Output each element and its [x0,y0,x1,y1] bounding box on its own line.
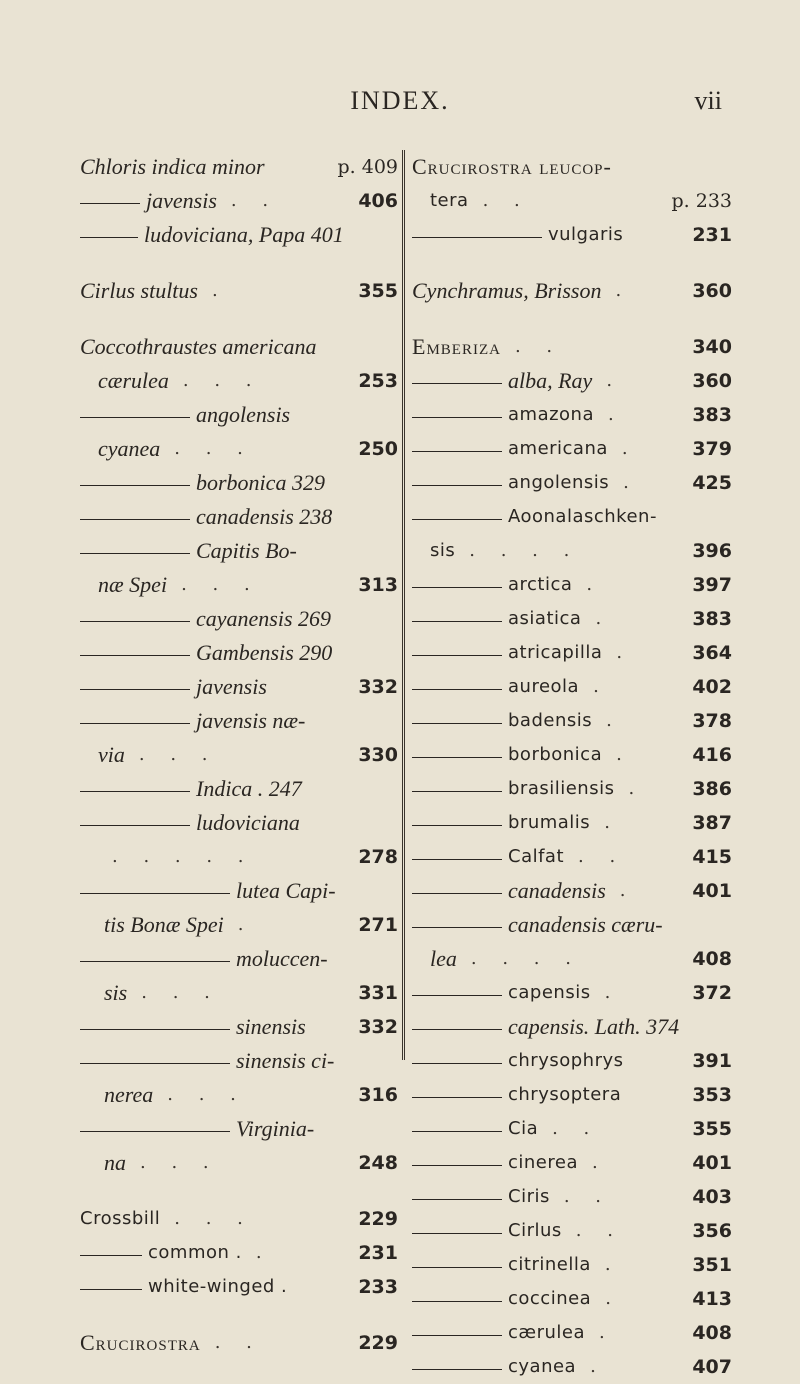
entry-term: chrysoptera [508,1084,622,1105]
leader-dots: . [590,1356,606,1377]
leader-dots: . . . [140,1152,219,1173]
index-entry [412,806,732,840]
index-entry [80,1326,398,1360]
leader-dots: . . . [138,744,218,765]
leader-dots: . . . [174,1208,253,1229]
ditto-dash [412,893,502,894]
leader-dots: . . [578,846,626,867]
ditto-dash [412,689,502,690]
index-entry [412,1248,732,1282]
page-reference: 233 [358,1276,398,1298]
index-entry [80,772,398,806]
index-entry [412,500,732,534]
index-entry [80,1044,398,1078]
entry-term: sis [104,980,128,1005]
ditto-dash [412,587,502,588]
entry-term: lutea Capi- [236,878,336,903]
page-reference: 391 [692,1050,732,1072]
index-entry [80,274,398,308]
entry-term: cyanea [98,436,161,461]
leader-dots: . [593,676,609,697]
index-entry [80,874,398,908]
entry-term: Chloris indica minor [80,154,265,179]
entry-term: canadensis cæru- [508,912,663,937]
entry-term: white-winged . [148,1276,288,1297]
index-entry [412,150,732,184]
ditto-dash [80,485,190,486]
index-entry [412,840,732,874]
index-entry [412,1112,732,1146]
index-entry [80,1236,398,1270]
ditto-dash [412,791,502,792]
index-entry [412,534,732,568]
entry-term: Cia [508,1118,539,1139]
leader-dots: . [604,812,620,833]
index-entry [412,874,732,908]
ditto-dash [412,723,502,724]
ditto-dash [412,451,502,452]
entry-term: Capitis Bo- [196,538,297,563]
entry-term: americana [508,438,608,459]
page-reference: 231 [358,1242,398,1264]
leader-dots: . [606,710,622,731]
right-column [412,150,732,1384]
index-entry [80,330,398,364]
index-entry [412,976,732,1010]
leader-dots: . [237,914,254,935]
entry-term: Emberiza [412,334,501,359]
index-entry [412,908,732,942]
page-reference: 332 [358,676,398,698]
page-reference: 248 [358,1152,398,1174]
ditto-dash [412,1097,502,1098]
page-reference: 397 [692,574,732,596]
ditto-dash [80,1063,230,1064]
leader-dots: . . . [141,982,220,1003]
ditto-dash [412,417,502,418]
leader-dots: . . [214,1332,262,1353]
left-column [80,150,398,1360]
ditto-dash [412,1369,502,1370]
leader-dots: . . . [182,370,262,391]
index-entry [412,772,732,806]
entry-term: Virginia- [236,1116,315,1141]
leader-dots: . [592,1152,608,1173]
entry-term: coccinea [508,1288,592,1309]
index-entry [80,1010,398,1044]
page-reference: 253 [358,370,398,392]
page-reference: 378 [692,710,732,732]
leader-dots: . . [552,1118,600,1139]
page-reference: 408 [692,948,732,970]
page-header [0,86,800,116]
entry-term: vulgaris [548,224,624,245]
index-entry [80,432,398,466]
index-entry [80,500,398,534]
page-reference: 401 [692,880,732,902]
entry-term: canadensis [508,878,606,903]
ditto-dash [412,927,502,928]
leader-dots: . . . [181,574,260,595]
index-entry [412,1316,732,1350]
ditto-dash [412,1233,502,1234]
page-reference: 351 [692,1254,732,1276]
index-entry [412,1010,732,1044]
index-entry [80,1270,398,1304]
leader-dots: . [586,574,603,595]
page-reference: 406 [358,190,398,212]
index-entry [412,942,732,976]
entry-term: næ Spei [98,572,168,597]
page-reference: 316 [358,1084,398,1106]
page-title: INDEX. [350,86,450,115]
page-reference: 355 [358,280,398,302]
page-reference: 415 [692,846,732,868]
ditto-dash [80,237,138,238]
entry-term: cyanea [508,1356,577,1377]
entry-term: borbonica 329 [196,470,325,495]
ditto-dash [412,1267,502,1268]
entry-term: Aoonalaschken- [508,506,657,527]
entry-term: Calfat [508,846,565,867]
index-entry [80,1202,398,1236]
leader-dots: . [211,280,228,301]
leader-dots: . . [575,1220,623,1241]
index-entry [412,218,732,252]
leader-dots: . . . [174,438,253,459]
entry-term: lea [430,946,457,971]
entry-term: tis Bonæ Spei [104,912,224,937]
page-reference: 271 [358,914,398,936]
page-reference: 386 [692,778,732,800]
entry-term: na [104,1150,126,1175]
page-reference: 250 [358,438,398,460]
index-entry [80,466,398,500]
ditto-dash [412,1301,502,1302]
ditto-dash [412,237,542,238]
page-reference: 407 [692,1356,732,1378]
index-entry [80,534,398,568]
entry-term: canadensis 238 [196,504,333,529]
ditto-dash [412,655,502,656]
ditto-dash [80,553,190,554]
index-entry [412,330,732,364]
entry-term: javensis [196,674,267,699]
entry-term: Cynchramus, Brisson [412,278,602,303]
page-reference: p. 409 [337,156,398,178]
ditto-dash [80,417,190,418]
page-reference: 387 [692,812,732,834]
leader-dots: . [623,472,639,493]
ditto-dash [412,757,502,758]
page-reference: 425 [692,472,732,494]
leader-dots: . . . . . [112,846,254,867]
index-entry [80,184,398,218]
page-reference: 353 [692,1084,732,1106]
page-reference: 383 [692,608,732,630]
index-entry [80,908,398,942]
leader-dots: . [621,438,638,459]
page-reference: 413 [692,1288,732,1310]
page-reference: 231 [692,224,732,246]
entry-term: moluccen- [236,946,328,971]
ditto-dash [80,203,140,204]
entry-term: arctica [508,574,573,595]
index-entry [412,1214,732,1248]
index-entry [80,1112,398,1146]
index-entry [80,942,398,976]
page-reference: 402 [692,676,732,698]
ditto-dash [80,519,190,520]
page-number: vii [694,86,722,115]
index-entry [412,704,732,738]
entry-term: amazona [508,404,594,425]
index-entry [80,218,398,252]
page-reference: 401 [692,1152,732,1174]
leader-dots: . . . . [469,540,580,561]
page-reference: 383 [692,404,732,426]
index-entry [412,1282,732,1316]
entry-term: citrinella [508,1254,591,1275]
entry-term: via [98,742,125,767]
leader-dots: . . . . [470,948,581,969]
index-entry [80,840,398,874]
page-reference: 372 [692,982,732,1004]
index-entry [412,432,732,466]
ditto-dash [80,791,190,792]
ditto-dash [80,825,190,826]
ditto-dash [80,689,190,690]
entry-term: cærulea [98,368,169,393]
ditto-dash [80,621,190,622]
ditto-dash [412,621,502,622]
entry-term: Cirlus [508,1220,562,1241]
entry-term: javensis næ- [196,708,306,733]
page-reference: 355 [692,1118,732,1140]
entry-term: Indica . 247 [196,776,302,801]
ditto-dash [412,1335,502,1336]
entry-term: Gambensis 290 [196,640,333,665]
leader-dots: . . . [167,1084,246,1105]
entry-term: cinerea [508,1152,578,1173]
index-entry [80,150,398,184]
entry-term: ludoviciana, Papa 401 [144,222,344,247]
leader-dots: . . [482,190,530,211]
leader-dots: . [606,370,623,391]
entry-term: ludoviciana [196,810,300,835]
index-entry [412,1146,732,1180]
page-reference: 331 [358,982,398,1004]
ditto-dash [412,1029,502,1030]
entry-term: sinensis ci- [236,1048,335,1073]
entry-term: Ciris [508,1186,550,1207]
ditto-dash [412,859,502,860]
column-divider [402,150,405,1060]
index-entry [80,364,398,398]
index-entry [412,274,732,308]
page-reference: 408 [692,1322,732,1344]
page-reference: 416 [692,744,732,766]
leader-dots: . [605,1288,621,1309]
entry-term: Coccothraustes americana [80,334,317,359]
index-entry [80,738,398,772]
entry-term: cayanensis 269 [196,606,332,631]
ditto-dash [412,825,502,826]
index-entry [80,602,398,636]
page-reference: 356 [692,1220,732,1242]
index-entry [412,636,732,670]
leader-dots: . [599,1322,615,1343]
page-reference: 330 [358,744,398,766]
entry-term: brumalis [508,812,591,833]
index-entry [412,1350,732,1384]
ditto-dash [412,383,502,384]
entry-term: atricapilla [508,642,603,663]
ditto-dash [80,1029,230,1030]
page-reference: 278 [358,846,398,868]
page-reference: 379 [692,438,732,460]
entry-term: tera [430,190,469,211]
leader-dots: . [255,1242,272,1263]
ditto-dash [412,485,502,486]
leader-dots: . [604,1254,621,1275]
entry-term: chrysophrys [508,1050,624,1071]
leader-dots: . [604,982,621,1003]
leader-dots: . [608,404,624,425]
index-entry [412,466,732,500]
index-entry [80,670,398,704]
index-entry [412,568,732,602]
index-entry [80,568,398,602]
entry-term: common . [148,1242,242,1263]
entry-term: borbonica [508,744,603,765]
ditto-dash [412,995,502,996]
entry-term: javensis [146,188,217,213]
leader-dots: . . [514,336,563,357]
index-entry [80,976,398,1010]
ditto-dash [80,1255,142,1256]
page-reference: 229 [358,1208,398,1230]
entry-term: Crossbill [80,1208,161,1229]
ditto-dash [412,1199,502,1200]
ditto-dash [80,1289,142,1290]
ditto-dash [80,655,190,656]
index-entry [80,1078,398,1112]
index-entry [412,1078,732,1112]
leader-dots: . . [563,1186,612,1207]
entry-term: sinensis [236,1014,306,1039]
index-entry [412,670,732,704]
ditto-dash [412,1165,502,1166]
index-entry [80,636,398,670]
leader-dots: . [595,608,612,629]
entry-term: capensis [508,982,591,1003]
entry-term: angolensis [196,402,291,427]
leader-dots: . [616,642,633,663]
page-reference: 313 [358,574,398,596]
index-entry [412,1044,732,1078]
index-entry [80,398,398,432]
page-reference: 340 [692,336,732,358]
entry-term: brasiliensis [508,778,615,799]
entry-term: Crucirostra [80,1330,201,1355]
page-reference: 364 [692,642,732,664]
entry-term: Crucirostra leucop- [412,154,612,179]
leader-dots: . [619,880,636,901]
leader-dots: . [615,280,632,301]
page-reference: 360 [692,280,732,302]
index-entry [412,184,732,218]
index-entry [412,602,732,636]
ditto-dash [412,1131,502,1132]
ditto-dash [80,961,230,962]
index-entry [412,398,732,432]
entry-term: cærulea [508,1322,585,1343]
leader-dots: . [628,778,645,799]
index-entry [412,1180,732,1214]
entry-term: sis [430,540,456,561]
page-reference: 396 [692,540,732,562]
entry-term: aureola [508,676,580,697]
ditto-dash [412,519,502,520]
index-entry [80,806,398,840]
page-reference: 332 [358,1016,398,1038]
entry-term: badensis [508,710,593,731]
leader-dots: . [616,744,632,765]
entry-term: Cirlus stultus [80,278,198,303]
entry-term: nerea [104,1082,154,1107]
page-reference: 403 [692,1186,732,1208]
ditto-dash [80,1131,230,1132]
index-entry [412,738,732,772]
index-entry [80,1146,398,1180]
index-entry [412,364,732,398]
entry-term: asiatica [508,608,582,629]
page-reference: p. 233 [671,190,732,212]
leader-dots: . . [230,190,279,211]
page-reference: 229 [358,1332,398,1354]
entry-term: angolensis [508,472,610,493]
entry-term: alba, Ray [508,368,593,393]
ditto-dash [80,893,230,894]
ditto-dash [412,1063,502,1064]
page-reference: 360 [692,370,732,392]
ditto-dash [80,723,190,724]
index-entry [80,704,398,738]
entry-term: capensis. Lath. 374 [508,1014,680,1039]
